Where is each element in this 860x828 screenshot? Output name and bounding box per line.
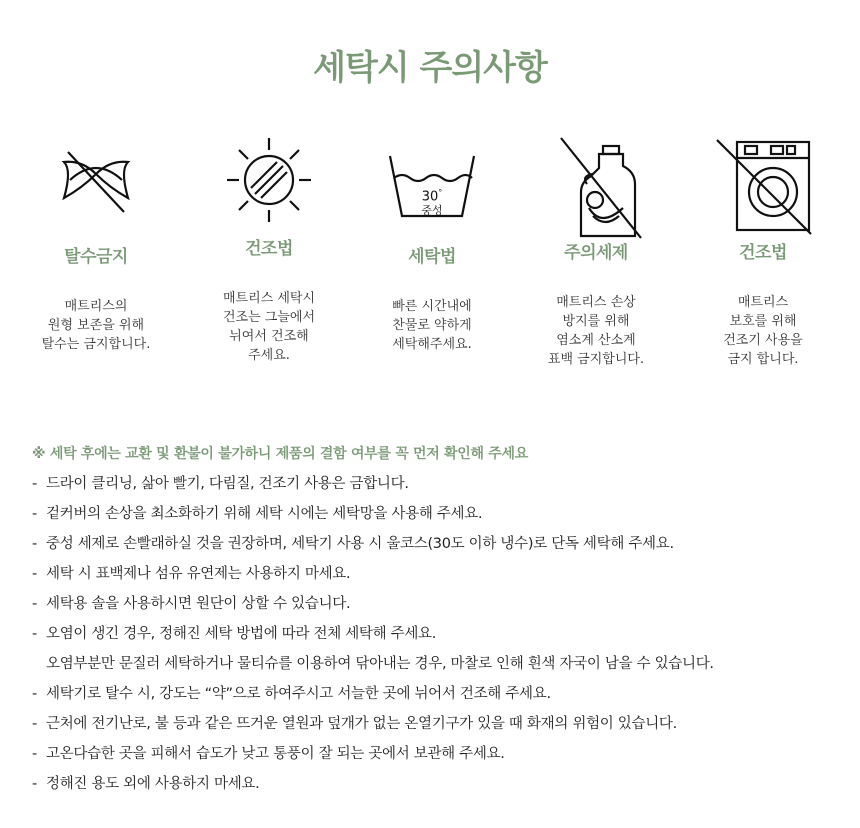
rule-item-continuation: 오염부분만 문질러 세탁하거나 물티슈를 이용하여 닦아내는 경우, 마찰로 인해 흰색 자국이 남을 수 있습니다. (46, 656, 714, 672)
care-label: 세탁법 (408, 247, 456, 267)
care-item-no-spin (11, 140, 181, 354)
care-description: 매트리스 손상 방지를 위해 염소계 산소계 표백 금지합니다. (547, 295, 645, 367)
page-title: 세탁시 주의사항 (313, 48, 547, 88)
wash-mode: 중성 (421, 204, 443, 218)
care-item-detergent (511, 140, 681, 369)
care-description: 매트리스 보호를 위해 건조기 사용을 금지 합니다. (723, 295, 803, 367)
rule-item: - 세탁기로 탈수 시, 강도는 “약”으로 하여주시고 서늘한 곳에 뉘어서 건조해 주세요. (32, 686, 551, 702)
care-item-shade-dry (184, 140, 354, 365)
wash-30-icon: 30° 중성 (384, 140, 480, 220)
care-label: 건조법 (739, 243, 787, 263)
care-description: 매트리스 세탁시 건조는 그늘에서 뉘여서 건조해 주세요. (222, 291, 316, 363)
care-label: 건조법 (245, 239, 293, 259)
rule-item: - 근처에 전기난로, 불 등과 같은 뜨거운 열원과 덮개가 없는 온열기구가 있을 때 화재의 위험이 있습니다. (32, 716, 677, 732)
rule-item: - 고온다습한 곳을 피해서 습도가 낮고 통풍이 잘 되는 곳에서 보관해 주세요. (32, 746, 505, 762)
care-description: 빠른 시간내에 찬물로 약하게 세탁해주세요. (392, 299, 472, 352)
no-dryer-icon (713, 136, 813, 236)
rule-item: - 중성 세제로 손빨래하실 것을 권장하며, 세탁기 사용 시 울코스(30도 이하 냉수)로 단독 세탁해 주세요. (32, 536, 674, 552)
rule-item: - 세탁용 솔을 사용하시면 원단이 상할 수 있습니다. (32, 596, 351, 612)
wash-temperature: 30 (421, 189, 439, 205)
care-item-wash (347, 140, 517, 354)
shade-dry-icon (221, 132, 317, 228)
care-label: 주의세제 (564, 243, 628, 263)
rule-item: - 오염이 생긴 경우, 정해진 세탁 방법에 따라 전체 세탁해 주세요. (32, 626, 437, 642)
rule-item: - 드라이 클리닝, 삶아 빨기, 다림질, 건조기 사용은 금합니다. (32, 476, 409, 492)
no-spin-dry-icon (56, 140, 136, 220)
care-item-no-dryer (678, 140, 848, 369)
care-label: 탈수금지 (64, 247, 128, 267)
rule-item: - 겉커버의 손상을 최소화하기 위해 세탁 시에는 세탁망을 사용해 주세요. (32, 506, 483, 522)
care-rules-list (32, 472, 842, 802)
care-description: 매트리스의 원형 보존을 위해 탈수는 금지합니다. (41, 299, 151, 352)
warning-notice: ※ 세탁 후에는 교환 및 환불이 불가하니 제품의 결함 여부를 꼭 먼저 확인해 주세요 (32, 446, 528, 462)
rule-item: - 정해진 용도 외에 사용하지 마세요. (32, 776, 260, 792)
no-bleach-detergent-icon (541, 136, 651, 246)
rule-item: - 세탁 시 표백제나 섬유 유연제는 사용하지 마세요. (32, 566, 351, 582)
